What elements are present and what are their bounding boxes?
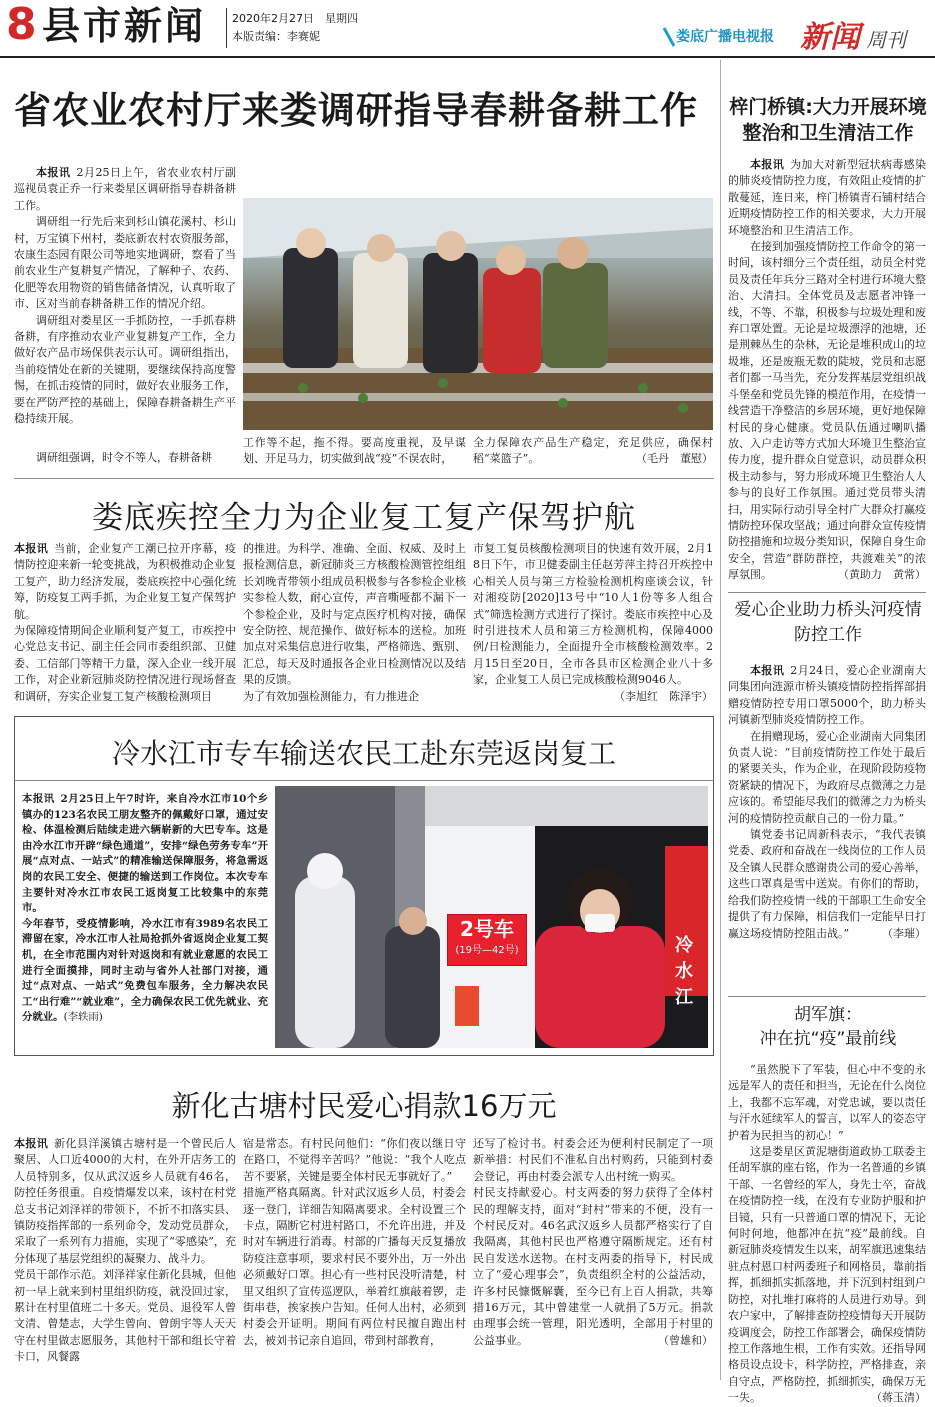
a4-title-rule: [14, 780, 714, 781]
a1-bottom-rule: [14, 478, 714, 479]
a5-p1: 2月24日，爱心企业湖南大同集团向涟源市桥头镇疫情防控指挥部捐赠疫情防控专用口罩5000个，助力桥头河镇新型肺炎疫情防控工作。: [728, 664, 927, 727]
a4-lead: 本报讯: [22, 793, 55, 805]
a1-p1: 2月25日上午，省农业农村厅副巡视员袁正乔一行来娄星区调研指导春耕备耕工作。: [14, 166, 236, 212]
a3-lead: 本报讯: [14, 542, 49, 555]
a5-title: 爱心企业助力桥头河疫情防控工作: [734, 600, 922, 645]
bus-sign-number: 2号车: [460, 917, 514, 941]
a1-title: 省农业农村厅来娄调研指导春耕备耕工作: [14, 89, 698, 132]
a1-left-column: [14, 165, 236, 470]
a4-text: 2月25日上午7时许，来自冷水江市10个乡镇办的123名农民工朋友整齐的佩戴好口罩，通过安检、体温检测后陆续走进六辆崭新的大巴专车。这是由冷水江市开辟“绿色通道”，安排“绿色劳务专车”开展“点对点、一站式”的精准输送保障服务，将急需返岗的农民工安全、便捷的输送到工作岗位。本次专车主要针对冷水江市农民工返岗复工比较集中的东莞市。 今年春节，受疫情影响，冷水江市有3989名农民工滞留在家，冷水江市人社局抢抓外省返岗企业复工契机，在全市范围内对针对返岗和有就业意愿的农民工进行全面摸排，同时主动与省外人社部门对接，通过“点对点、一站式”免费包车服务，全力解决农民工“出行难”“就业难”，全力确保农民工优先就业、充分就业。: [22, 793, 268, 1024]
header-divider: [226, 8, 227, 48]
a2-bottom-rule: [728, 592, 926, 593]
a6-p1: “虽然脱下了军装，但心中不变的永远是军人的责任和担当，无论在什么岗位上，我都不忘军魂，对党忠诚，要以责任与汗水延续军人的誓言，以军人的姿态守护着为民担当的初心！”: [728, 1063, 926, 1142]
bus-sign: [447, 914, 527, 966]
a1-p4-mid: 工作等不起，拖不得。要高度重视，及早谋划、开足马力，切实做到战“疫”不误农时，: [243, 436, 466, 466]
a6-p2: 这是娄星区黄泥塘街道政协工联委主任胡军旗的座右铭，作为一名普通的乡镇干部、一名曾经的军人，身先士卒，奋战在疫情防控一线，在没有专业防护服和护目镜，只有一只普通口罩的情况下，无论何时何地，他都冲在抗“疫”最前线。自新冠肺炎疫情发生以来，胡军旗迅速集结驻点村恩口村两委班子和网格员，靠前指挥，抓细抓实抓落地，并下沉到村组到户防控，对扎堆打麻将的人员进行劝导。到农户家中，了解排查防控疫情每天开展防疫调度会，防控工作部署会，确保疫情防控工作落地生根，工作有实效。还指导网格员设点设卡，科学防控，严格排查，亲自守点，严格防控，抓细抓实，确保万无一失。: [728, 1145, 926, 1405]
a6-title-1: 胡军旗：: [794, 1005, 862, 1025]
section-title: 县市新闻: [42, 4, 207, 48]
a2-p1: 为加大对新型冠状病毒感染的肺炎疫情防控力度，有效阻止疫情的扩散蔓延，连日来，梓门桥镇青石铺村结合近期疫情防控工作的相关要求，大力开展环境整治和卫生清洁工作。: [728, 158, 927, 237]
page-number: 8: [6, 0, 37, 50]
a2-lead: 本报讯: [750, 158, 785, 171]
a1-photo: [243, 198, 713, 430]
a2-byline: （黄助力 黄常）: [838, 568, 926, 582]
a3-col3: [473, 541, 713, 709]
a1-p2: 调研组一行先后来到杉山镇花溪村、杉山村，万宝镇下州村，娄底新农村农资服务部，农康生态园有限公司等地实地调研，察看了当前农业生产复耕复产情况，了解种子、农药、化肥等农用物资的销售储备情况，认真听取了市、区对当前春耕备耕工作的情况介绍。: [14, 215, 236, 311]
a7-col1: [14, 1136, 236, 1382]
a6-byline: （蒋玉清）: [871, 1391, 926, 1405]
a2-title: 梓门桥镇:大力开展环境整治和卫生清洁工作: [729, 96, 927, 144]
a7-title: 新化古塘村民爱心捐款16万元: [171, 1089, 557, 1123]
page-editor: 本版责编：李赛妮: [232, 30, 320, 43]
bus-sign-range: (19号—42号): [455, 945, 519, 956]
a1-p4-start: 调研组强调，时令不等人，春耕备耕: [36, 451, 212, 464]
a4-byline: (李轶雨): [63, 1011, 103, 1024]
right-column-divider: [720, 60, 721, 1380]
a4-body: [22, 792, 268, 1050]
a1-p4-end: 全力保障农产品生产稳定，充足供应，确保村稻“菜篮子”。: [473, 436, 713, 466]
a1-lead: 本报讯: [36, 166, 71, 179]
brand-main: 新闻: [800, 20, 860, 55]
a7-lead: 本报讯: [14, 1137, 49, 1150]
a4-photo: [275, 786, 708, 1048]
a1-p3: 调研组对娄星区一手抓防控，一手抓春耕备耕，有序推动农业产业复耕复产工作，全力做好农产品市场保供表示认可。调研组指出，当前疫情处在新的关键期，要继续保持高度警惕，在抓击疫情的同时，做好农业服务工作，要在严防严控的基础上，保障春耕备耕生产平稳持续开展。: [14, 313, 236, 426]
a1-photo-scene: [243, 198, 713, 430]
a7-col3: [473, 1136, 713, 1382]
a2-p2: 在接到加强疫情防控工作命令的第一时间，该村细分三个责任组，动员全村党员及责任年兵分三路对全村进行环境大整治、大清扫。全体党员及志愿者冲锋一线，不等、不靠，积极参与垃圾处理和废弃口罩处置。无论是垃圾漂浮的池塘，还是荆棘丛生的杂林，无论是堆积成山的垃圾堆，还是废瓶无数的陡坡，党员和志愿者们都一马当先，充分发挥基层党组织战斗堡垒和党员先锋的模范作用，在疫情一线营造干净整洁的乡居环境，更好地保障村民的身心健康。党员队伍通过喇叭播放、入户走访等方式加大环境卫生整治宣传力度，提升群众自觉意识，动员群众积极主动参与，努力形成环境卫生整治人人参与的良好工作氛围。通过党员带头清扫，用实际行动引导全村广大群众打赢疫情防控环保攻坚战；通过向群众宣传疫情防控措施和垃圾分类知识，保障自身生命安全，营造“群防群控，共渡难关”的浓厚氛围。: [728, 240, 926, 582]
bus-lettering: 冷水江: [675, 935, 693, 1008]
a7-c1: 新化县洋溪镇古塘村是一个曾民后人聚居、人口近4000的大村，在外开店务工的人员特别多，仅从武汉返乡人员就有46名，防控任务很重。自疫情爆发以来，该村在村党总支书记刘泽祥的带领下，不折不扣落实县、镇防疫指挥部的一系列命令，发动党员群众，采取了一系列有力措施，实现了“零感染”，充分体现了基层党组织的凝聚力、战斗力。 党员干部作示范。刘泽祥家住新化县城，但他初一早上就来到村里组织防疫，就没回过家，累计在村里值班二十多天。党员、退役军人曾文清、曾楚志，大学生曾向、曾朗宇等人天天守在村里做志愿服务，其他村干部和组长守着卡口，风餐露: [14, 1137, 237, 1364]
a3-col2: 的推进。为科学、准确、全面、权威、及时上报检测信息，新冠肺炎三方核酸检测管控组组长刘晚青带领小组成员积极参与各参检企业核实参检人数，耐心宣传，声音嘶哑都不漏下一个参检企业，及时与定点医疗机构对接，确保安全防控、规范操作、做好标本的送检。加班加点对采集信息进行收集，严格筛选、甄别、汇总，每天及时通报各企业日检测情况以及结果的反馈。 为了有效加强检测能力，有力推进企: [243, 542, 466, 703]
a5-body: [728, 663, 926, 993]
a7-byline: （曾雄和）: [658, 1333, 713, 1347]
a7-c3: 还写了检讨书。村委会还为便利村民制定了一项新举措：村民们不准私自出村购药，只能到村委会登记，再由村委会派专人出村统一购买。 村民支持献爱心。村支两委的努力获得了全体村民的理解支持，面对“封村”带来的不便，没有一个村民反对。46名武汉返乡人员都严格实行了自我隔离，其他村民也严格遵守隔断规定。还有村民自发送水送物。在村支两委的指导下，村民成立了“爱心理事会”，负责组织全村的公益活动，许多村民慷慨解囊，至今已有上百人捐款，共筹措16万元，其中曾建堂一人就捐了5万元。捐款由理事会统一管理，阳光透明，全部用于村里的公益事业。: [473, 1137, 713, 1347]
a2-body: [728, 157, 926, 597]
a3-col1: [14, 541, 236, 709]
a6-body: [728, 1062, 926, 1405]
a7-col2: 宿是常态。有村民问他们：“你们夜以继日守在路口，不觉得辛苦吗？”他说：“我个人吃点苦不要紧，关键是要全体村民无事就好了。” 措施严格真隔离。针对武汉返乡人员，村委会逐一登门，详细告知隔离要求。全村设置三个卡点，隔断它村进村路口，不允许出进，并及时对车辆进行消毒。村部的广播每天反复播放防疫注意事项，要求村民不要外出，万一外出必须戴好口罩。担心有一些村民没听清楚，村里又组织了宣传巡逻队，举着红旗敲着锣，走街串巷，挨家挨户告知。任何人出村，必须到村委会开证明。期间有两位村民擅自跑出村去，被刘书记亲自追回，带到村部教育，: [243, 1137, 466, 1347]
a5-p2: 在捐赠现场，爱心企业湖南大同集团负责人说：“目前疫情防控工作处于最后的紧要关头，作为企业，在现阶段防疫物资紧缺的情况下，为政府尽点微薄之力是应该的。希望能尽我们的微薄之力为桥头河的疫情防控贡献自己的一份力量。”: [728, 729, 926, 825]
a1-p4-col3: [473, 435, 713, 468]
a6-title-2: 冲在抗“疫”最前线: [759, 1029, 897, 1049]
a1-p4-col1: [14, 450, 236, 467]
a5-p3: 镇党委书记周新科表示，“我代表镇党委、政府和奋战在一线岗位的工作人员及全镇人民群众感谢贵公司的爱心善举，这些口罩真是雪中送炭。有你们的帮助，给我们防控疫情一线的干部职工生命安全提供了有力保障，相信我们一定能早日打赢这场疫情防控阻击战。”: [728, 828, 926, 940]
a1-byline: （毛丹 董慰）: [636, 452, 713, 466]
a3-c1: 当前，企业复产工潮已拉开序幕，疫情防控迎来新一轮变挑战，为积极推动企业复工复产，助力经济发展，娄底疾控中心强化统筹，防疫复工两手抓，为企业复工复产保驾护航。 为保障疫情期间企业顺利复产复工，市疾控中心党总支书记、副主任会同市委组织部、卫健委、工信部门等精干力量，深入企业一线开展工作，对企业新冠肺炎防控情况进行现场督查和调研，夯实企业复工复产核酸检测项目: [14, 542, 237, 703]
a5-bottom-rule: [728, 996, 926, 997]
a4-title: 冷水江市专车输送农民工赴东莞返岗复工: [111, 737, 616, 770]
a3-byline: （李旭红 陈泽宇）: [614, 689, 713, 703]
a3-title: 娄底疾控全力为企业复工复产保驾护航: [92, 500, 636, 536]
newspaper-org: 娄底广播电视报: [676, 29, 774, 45]
a5-byline: （李璀）: [882, 926, 926, 940]
a1-p4-col2: [243, 435, 466, 468]
header-rule: [0, 56, 935, 58]
brand-sub: 周刊: [866, 28, 906, 52]
a3-c3: 市复工复员核酸检测项目的快速有效开展，2月18日下午，市卫健委副主任赵芳萍主持召开疾控中心相关人员与第三方检验检测机构座谈会议，针对湘疫防[2020]13号中“10人1份等多人组合式”筛选检测方式进行了探讨。娄底市疾控中心及时引进技术人员和第三方检测机构，保障4000例/日检测能力，全面提升全市核酸检测效率。2月15日至20日，全市各县市区检测企业八十多家，企业复工人员已完成核酸检测9046人。: [473, 542, 713, 687]
issue-date: 2020年2月27日 星期四: [232, 12, 358, 25]
a5-lead: 本报讯: [750, 664, 785, 677]
